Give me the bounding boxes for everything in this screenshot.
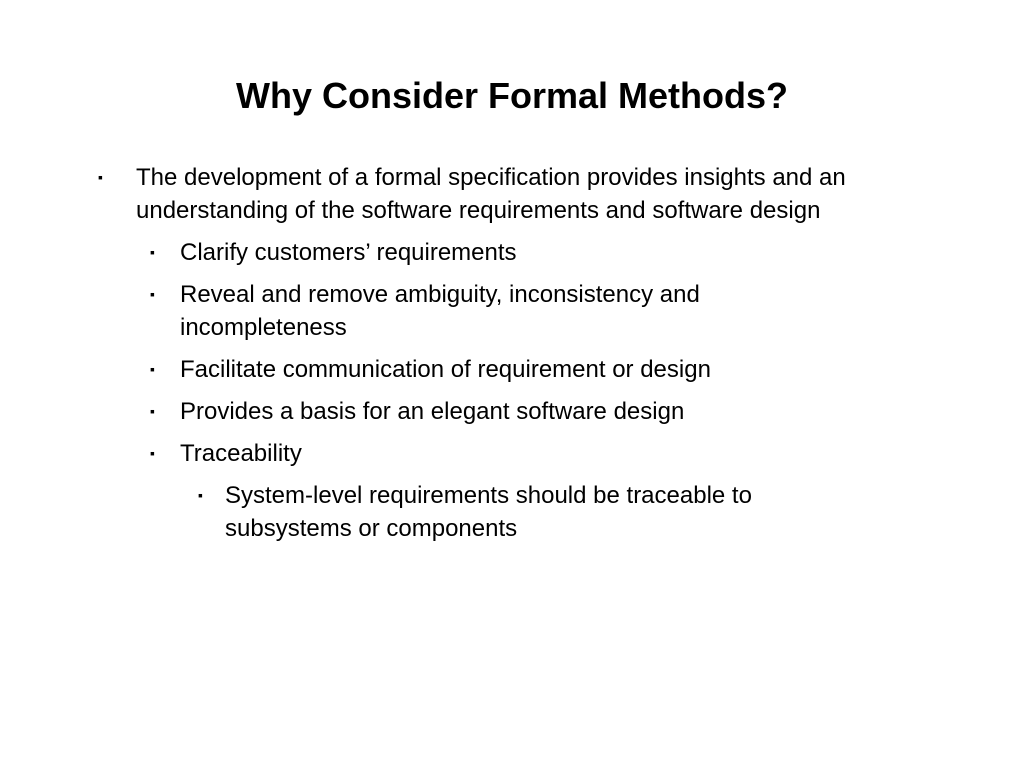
bullet-text: Facilitate communication of requirement or design: [180, 356, 711, 383]
bullet-text: The development of a formal specification provides insights and an understanding of the software requirements and software design: [136, 164, 846, 224]
bullet-text: Provides a basis for an elegant software design: [180, 398, 685, 425]
bullet-text: Reveal and remove ambiguity, inconsistency and incompleteness: [180, 281, 700, 341]
sub-bullet-item: [0, 395, 830, 428]
bullet-marker-icon: ▪: [150, 361, 155, 377]
sub-sub-bullet-item: [0, 479, 865, 545]
bullet-marker-icon: ▪: [150, 445, 155, 461]
sub-bullet-item: [0, 236, 830, 269]
sub-bullet-item: [0, 278, 830, 344]
sub-bullet-item: [0, 353, 830, 386]
bullet-marker-icon: ▪: [150, 403, 155, 419]
bullet-marker-icon: ▪: [150, 286, 155, 302]
bullet-item: [0, 161, 896, 227]
slide-title: Why Consider Formal Methods?: [235, 75, 789, 116]
sub-bullet-item: [0, 437, 830, 470]
bullet-text: Clarify customers’ requirements: [180, 239, 517, 266]
bullet-marker-icon: ▪: [98, 169, 103, 185]
bullet-marker-icon: ▪: [150, 244, 155, 260]
bullet-list: [0, 161, 1024, 545]
bullet-text: Traceability: [180, 440, 302, 467]
bullet-text: System-level requirements should be traceable to subsystems or components: [225, 482, 752, 542]
bullet-marker-icon: ▪: [198, 487, 203, 503]
